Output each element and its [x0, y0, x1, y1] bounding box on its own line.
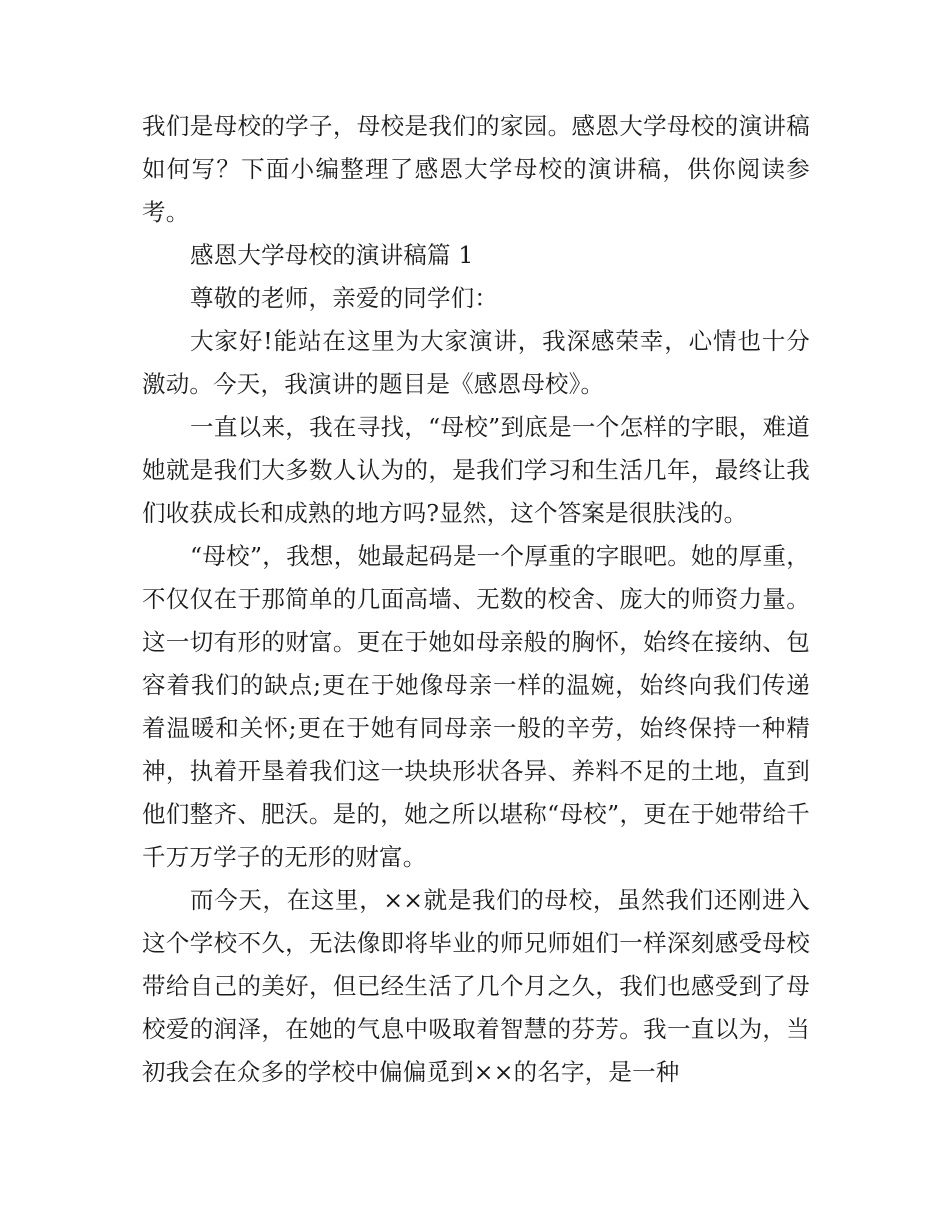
- salutation: 尊敬的老师，亲爱的同学们：: [190, 284, 499, 312]
- body-paragraph: 一直以来，我在寻找，“母校”到底是一个怎样的字眼，难道她就是我们大多数人认为的，是我们学习和生活几年，最终让我们收获成长和成熟的地方吗?显然，这个答案是很肤浅的。: [142, 413, 810, 527]
- intro-paragraph: 我们是母校的学子，母校是我们的家园。感恩大学母校的演讲稿如何写？下面小编整理了感恩大学母校的演讲稿，供你阅读参考。: [142, 112, 810, 226]
- section-heading: 感恩大学母校的演讲稿篇 1: [190, 241, 474, 269]
- body-paragraph: “母校”，我想，她最起码是一个厚重的字眼吧。她的厚重，不仅仅在于那简单的几面高墙、无数的校舍、庞大的师资力量。这一切有形的财富。更在于她如母亲般的胸怀，始终在接纳、包容着我们的缺点;更在于她像母亲一样的温婉，始终向我们传递着温暖和关怀;更在于她有同母亲一般的辛劳，始终保持一种精神，执着开垦着我们这一块块形状各异、养料不足的土地，直到他们整齐、肥沃。是的，她之所以堪称“母校”，更在于她带给千千万万学子的无形的财富。: [142, 542, 810, 871]
- body-paragraph: 而今天，在这里，××就是我们的母校，虽然我们还刚进入这个学校不久，无法像即将毕业的师兄师姐们一样深刻感受母校带给自己的美好，但已经生活了几个月之久，我们也感受到了母校爱的润泽，在她的气息中吸取着智慧的芬芳。我一直以为，当初我会在众多的学校中偏偏觅到××的名字，是一种: [142, 886, 810, 1086]
- body-paragraph: 大家好!能站在这里为大家演讲，我深感荣幸，心情也十分激动。今天，我演讲的题目是《感恩母校》。: [142, 327, 810, 398]
- document-body: [142, 105, 810, 1094]
